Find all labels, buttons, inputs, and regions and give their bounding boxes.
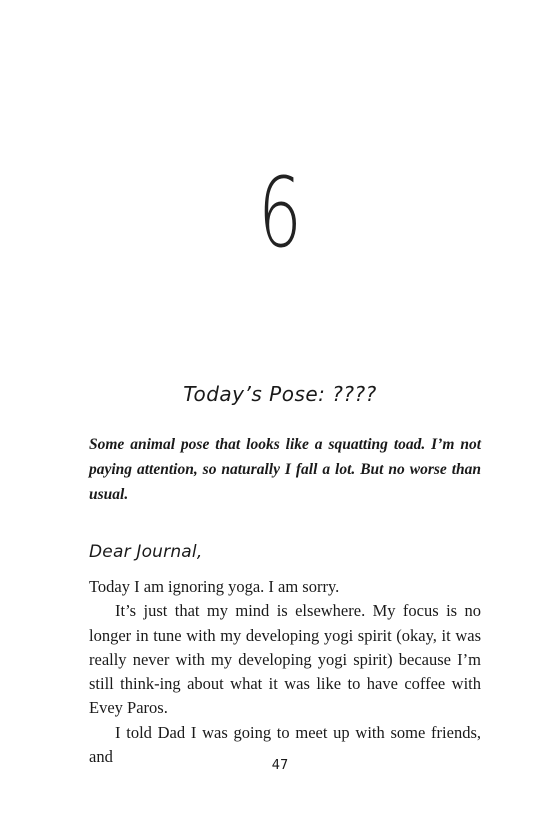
journal-paragraph: I told Dad I was going to meet up with some friends, and: [89, 722, 481, 767]
journal-paragraph: It’s just that my mind is elsewhere. My focus is no longer in tune with my developing yogi spirit (okay, it was really never with my developing yogi spirit) because I’m still think-ing about what it was like to have coffee with Evey Paros.: [89, 601, 481, 718]
chapter-number: 6: [258, 157, 302, 269]
journal-salutation: Dear Journal,: [89, 542, 203, 562]
journal-body: [89, 575, 481, 769]
page-number: 47: [271, 758, 289, 773]
journal-paragraph: Today I am ignoring yoga. I am sorry.: [89, 577, 340, 596]
pose-description: Some animal pose that looks like a squatting toad. I’m not paying attention, so naturally I fall a lot. But no worse than usual.: [89, 436, 481, 503]
pose-title: Today’s Pose: ????: [183, 382, 377, 406]
